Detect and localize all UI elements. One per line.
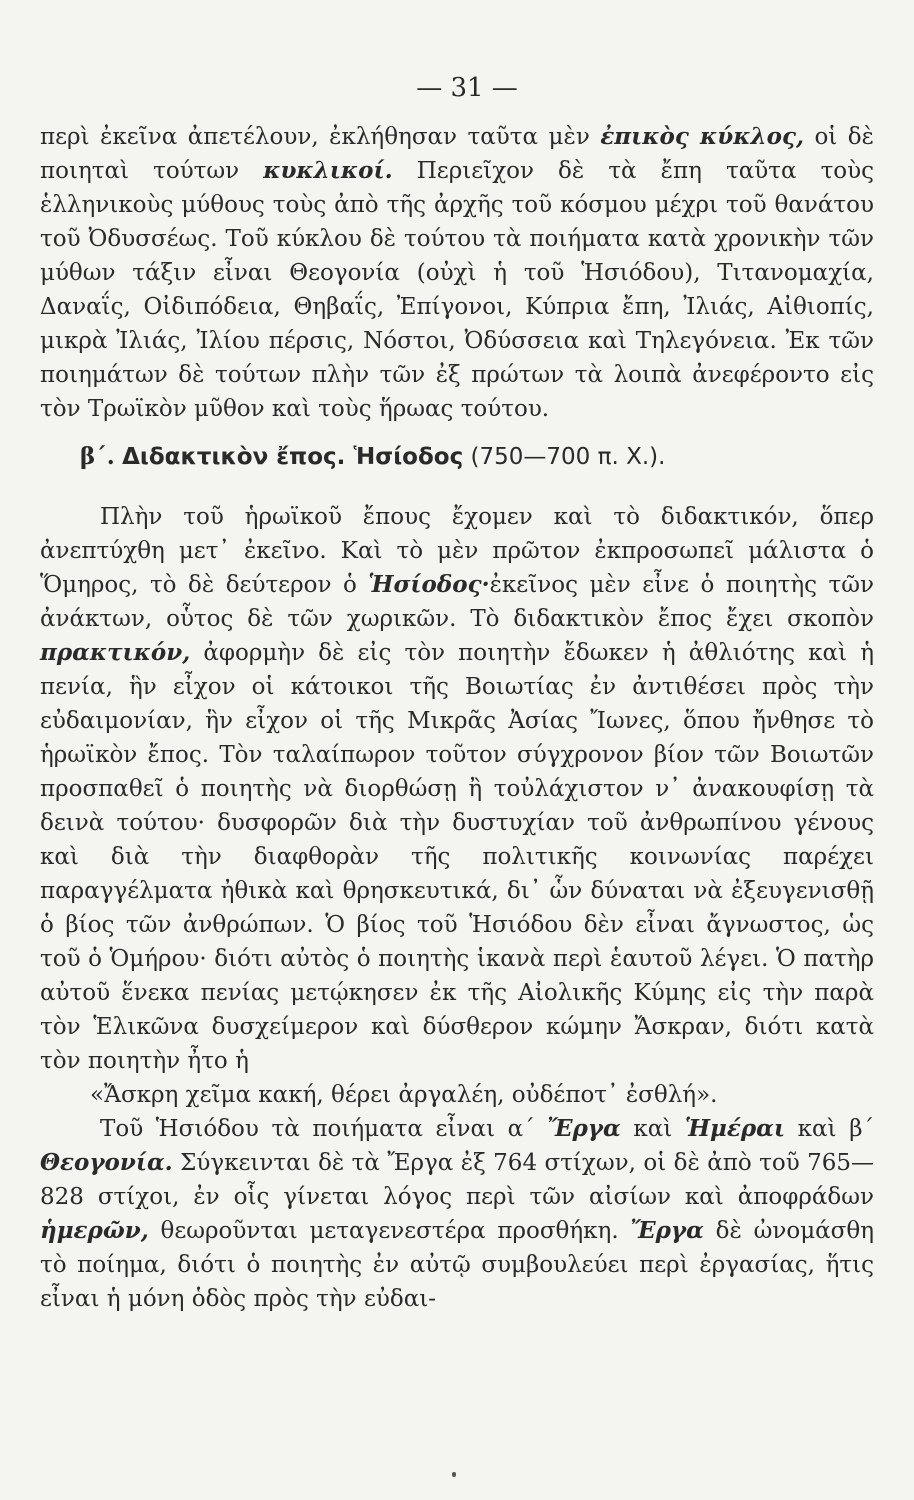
page-number: — 31 —	[416, 73, 518, 103]
term-theogony: Θεογονία.	[40, 1149, 173, 1176]
term-cyclic-poets: κυκλικοί.	[263, 157, 393, 184]
text-run: Περιεῖχον δὲ τὰ ἔπη ταῦτα τοὺς ἑλληνικοὺς μύθους τοὺς ἀπὸ τῆς ἀρχῆς τοῦ κόσμου μέχρι τοῦ θανάτου τοῦ Ὀδυσσέως. Τοῦ κύκλου δὲ τούτου τὰ ποιήματα κατὰ χρονικὴν τῶν μύθων τάξιν εἶναι Θεογονία (οὐχὶ ἡ τοῦ Ἡσιόδου), Τιτανομαχία, Δαναΐς, Οἰδιπόδεια, Θηβαΐς, Ἐπίγονοι, Κύπρια ἔπη, Ἰλιάς, Αἰθιοπίς, μικρὰ Ἰλιάς, Ἰλίου πέρσις, Νόστοι, Ὀδύσσεια καὶ Τηλεγόνεια. Ἐκ τῶν ποιημάτων δὲ τούτων πλὴν τῶν ἐξ πρώτων τὰ λοιπὰ ἀνεφέροντο εἰς τὸν Τρωϊκὸν μῦθον καὶ τοὺς ἥρωας τούτου.	[40, 158, 874, 422]
term-days-plural: ἡμερῶν,	[40, 1217, 149, 1244]
verse-quote: «Ἄσκρη χεῖμα κακή, θέρει ἀργαλέη, οὐδέποτ᾽ ἐσθλή».	[90, 1082, 718, 1108]
section-dates: (750—700 π. Χ.).	[470, 444, 666, 470]
section-number: β΄.	[80, 443, 115, 470]
term-hesiod: Ἡσίοδος·	[368, 571, 490, 598]
paragraph-hesiod-works	[40, 1112, 874, 1316]
text-run: οἱ δὲ ποιηταὶ τούτων	[40, 124, 875, 184]
text-run: ἐκεῖνος μὲν εἶνε ὁ ποιητὴς τῶν ἀνάκτων, οὗτος δὲ τῶν χωρικῶν. Τὸ διδακτικὸν ἔπος ἔχει σκοπὸν	[40, 572, 874, 632]
text-run: καὶ	[620, 1116, 685, 1142]
text-run: περὶ ἐκεῖνα ἀπετέλουν, ἐκλήθησαν ταῦτα μὲν	[40, 124, 601, 150]
section-title: Διδακτικὸν ἔπος. Ἡσίοδος	[122, 444, 464, 470]
term-works: Ἔργα	[547, 1115, 621, 1142]
text-run: Τοῦ Ἡσιόδου τὰ ποιήματα εἶναι α΄	[100, 1116, 548, 1142]
text-run: ἀφορμὴν δὲ εἰς τὸν ποιητὴν ἔδωκεν ἡ ἀθλιότης καὶ ἡ πενία, ἣν εἶχον οἱ κάτοικοι τῆς Βοιωτίας ἐν ἀντιθέσει πρὸς τὴν εὐδαιμονίαν, ἣν εἶχον οἱ τῆς Μικρᾶς Ἀσίας Ἴωνες, ὅπου ἤνθησε τὸ ἡρωϊκὸν ἔπος. Τὸν ταλαίπωρον τοῦτον σύγχρονον βίον τῶν Βοιωτῶν προσπαθεῖ ὁ ποιητὴς νὰ διορθώσῃ ἢ τοὐλάχιστον ν᾽ ἀνακουφίσῃ τὰ δεινὰ τούτου· δυσφορῶν διὰ τὴν δυστυχίαν τοῦ ἀνθρωπίνου γένους καὶ διὰ τὴν διαφθορὰν τῆς πολιτικῆς κοινωνίας παρέχει παραγγέλματα ἠθικὰ καὶ θρησκευτικά, δι᾽ ὧν δύναται νὰ ἐξευγενισθῇ ὁ βίος τῶν ἀνθρώπων. Ὁ βίος τοῦ Ἡσιόδου δὲν εἶναι ἄγνωστος, ὡς τοῦ ὁ Ὁμήρου· διότι αὐτὸς ὁ ποιητὴς ἱκανὰ περὶ ἑαυτοῦ λέγει. Ὁ πατὴρ αὐτοῦ ἕνεκα πενίας μετῴκησεν ἐκ τῆς Αἰολικῆς Κύμης εἰς τὴν παρὰ τὸν Ἑλικῶνα δυσχείμερον καὶ δύσθερον κώμην Ἄσκραν, διότι κατὰ τὸν ποιητὴν ἦτο ἡ	[40, 640, 874, 1074]
term-practical: πρακτικόν,	[40, 639, 191, 666]
text-run: Πλὴν τοῦ ἡρωϊκοῦ ἔπους ἔχομεν καὶ τὸ διδακτικόν, ὅπερ ἀνεπτύχθη μετ᾽ ἐκεῖνο. Καὶ τὸ μὲν πρῶτον ἐκπροσωπεῖ μάλιστα ὁ Ὅμηρος, τὸ δὲ δεύτερον ὁ	[40, 504, 874, 598]
paragraph-epic-cycle	[40, 120, 874, 426]
term-epic-cycle: ἐπικὸς κύκλος,	[600, 123, 804, 150]
text-run: καὶ β΄	[785, 1116, 875, 1142]
print-speck	[452, 1472, 456, 1477]
term-works-title: Ἔργα	[630, 1217, 704, 1244]
text-run: Σύγκεινται δὲ τὰ Ἔργα ἐξ 764 στίχων, οἱ δὲ ἀπὸ τοῦ 765—828 στίχοι, ἐν οἷς γίνεται λόγος περὶ τῶν αἰσίων καὶ ἀποφράδων	[40, 1150, 874, 1210]
section-heading	[40, 440, 874, 474]
term-days: Ἡμέραι	[684, 1115, 785, 1142]
text-run: θεωροῦνται μεταγενεστέρα προσθήκη.	[148, 1218, 631, 1244]
text-run: δὲ ὠνομάσθη τὸ ποίημα, διότι ὁ ποιητὴς ἐν αὐτῷ συμβουλεύει περὶ ἐργασίας, ἥτις εἶναι ἡ μόνη ὁδὸς πρὸς τὴν εὐδαι-	[40, 1218, 874, 1312]
paragraph-didactic-epic	[40, 500, 874, 1078]
